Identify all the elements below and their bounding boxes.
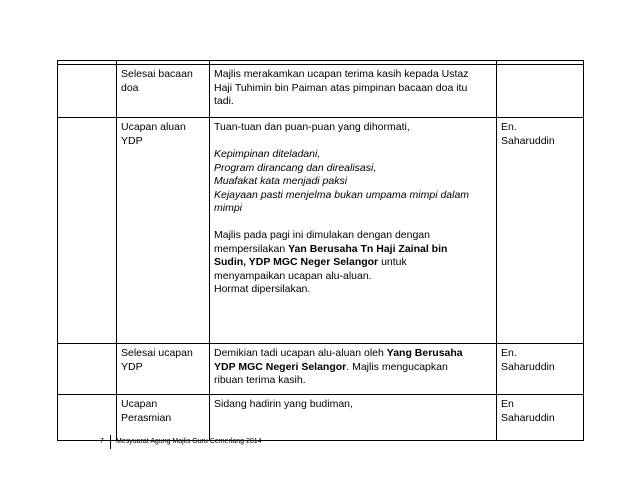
- verse-line: Kepimpinan diteladani,: [214, 148, 321, 160]
- person-cell: [497, 65, 584, 118]
- table-row: [58, 344, 584, 395]
- text-cell: [210, 118, 497, 344]
- person-label: En.: [501, 347, 517, 359]
- event-label: Selesai bacaan doa: [121, 68, 193, 94]
- verse-line: mimpi: [214, 202, 242, 214]
- time-cell: [58, 395, 117, 441]
- text-cell: [210, 395, 497, 441]
- verse-line: Kejayaan pasti menjelma bukan umpama mimpi dalam: [214, 188, 470, 201]
- time-cell: [58, 65, 117, 118]
- text-line: tadi.: [214, 95, 234, 107]
- text-span: Demikian tadi ucapan alu-aluan oleh: [214, 347, 387, 359]
- speaker-honorific: Yang Berusaha: [386, 347, 463, 359]
- text-span: . Majlis mengucapkan: [346, 360, 448, 373]
- footer-divider: [110, 435, 111, 449]
- text-line: [214, 347, 492, 361]
- event-cell: [117, 118, 210, 344]
- person-label: Saharuddin: [501, 134, 555, 147]
- person-label: En: [501, 398, 514, 410]
- event-label: YDP: [121, 134, 143, 147]
- closing-line: menyampaikan ucapan alu-aluan.: [214, 269, 372, 282]
- intro-line: [214, 243, 492, 257]
- closing-line: Hormat dipersilakan.: [214, 283, 311, 295]
- person-cell: [497, 118, 584, 344]
- intro-text: untuk: [378, 256, 407, 268]
- intro-line: Majlis pada pagi ini dimulakan dengan dengan: [214, 229, 430, 241]
- table-row: [58, 118, 584, 344]
- text-line: ribuan terima kasih.: [214, 374, 306, 386]
- event-label: Selesai ucapan: [121, 347, 193, 359]
- person-cell: [497, 344, 584, 395]
- page-number: 7: [100, 438, 104, 445]
- speaker-name: Yan Berusaha Tn Haji Zainal bin: [288, 242, 448, 255]
- verse-line: Program dirancang dan direalisasi,: [214, 161, 377, 174]
- event-label: Perasmian: [121, 411, 172, 424]
- verse-line: Muafakat kata menjadi paksi: [214, 175, 348, 187]
- speaker-title: Sudin, YDP MGC Neger Selangor: [214, 256, 379, 268]
- event-label: Ucapan: [121, 398, 158, 410]
- event-cell: [117, 344, 210, 395]
- person-cell: [497, 395, 584, 441]
- text-line: Sidang hadirin yang budiman,: [214, 398, 353, 410]
- person-label: En.: [501, 121, 517, 133]
- event-label: YDP: [121, 360, 143, 373]
- event-label: Ucapan aluan: [121, 121, 186, 133]
- minutes-table: [57, 60, 584, 441]
- text-line: Majlis merakamkan ucapan terima kasih kepada Ustaz: [214, 68, 469, 80]
- speaker-title: YDP MGC Negeri Selangor: [214, 360, 347, 373]
- text-cell: [210, 344, 497, 395]
- table-row: [58, 395, 584, 441]
- text-line: Haji Tuhimin bin Paiman atas pimpinan bacaan doa itu: [214, 81, 468, 94]
- intro-text: mempersilakan: [214, 242, 286, 255]
- greeting: Tuan-tuan dan puan-puan yang dihormati,: [214, 121, 410, 133]
- event-cell: [117, 65, 210, 118]
- footer-title: Mesyuarat Agung Majlis Guru Cemerlang 2014: [116, 438, 262, 445]
- time-cell: [58, 118, 117, 344]
- person-label: Saharuddin: [501, 360, 555, 373]
- text-cell: [210, 65, 497, 118]
- event-cell: [117, 395, 210, 441]
- intro-line: [214, 256, 492, 270]
- text-line: [214, 361, 492, 375]
- table-row: [58, 65, 584, 118]
- person-label: Saharuddin: [501, 411, 555, 424]
- time-cell: [58, 344, 117, 395]
